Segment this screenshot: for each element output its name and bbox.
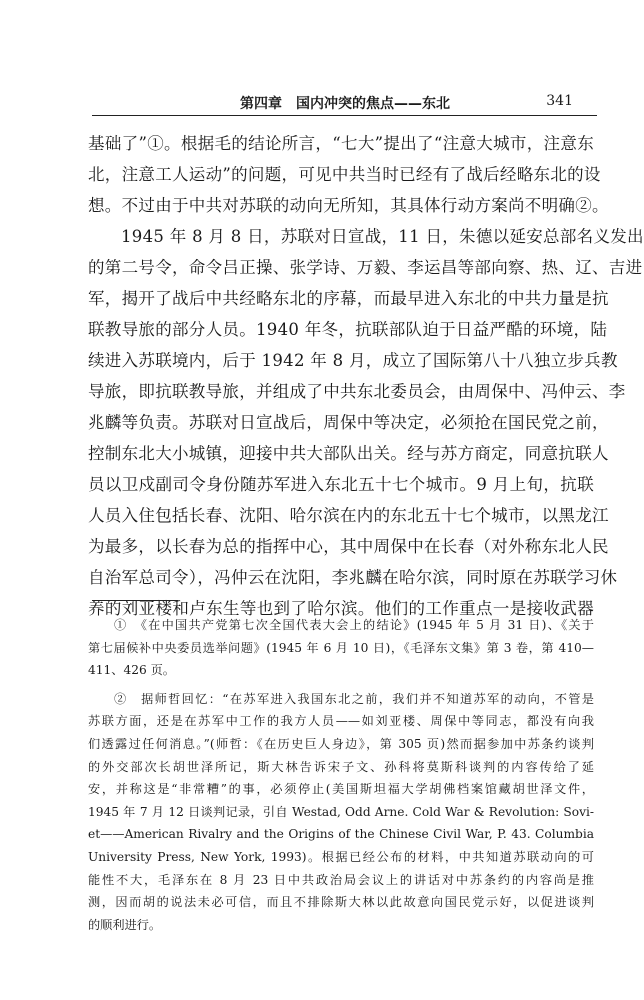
footnote-line: ② 据师哲回忆：“在苏军进入我国东北之前，我们并不知道苏军的动向，不管是 — [114, 691, 594, 706]
footnote-line: ① 《在中国共产党第七次全国代表大会上的结论》(1945 年 5 月 31 日)、《关于 — [114, 618, 594, 632]
footnote-line: 能性不大，毛泽东在 8 月 23 日中共政治局会议上的讲话对中苏条约的内容尚是推 — [88, 872, 594, 887]
footnote-line: 411、426 页。 — [88, 663, 175, 678]
footnote-divider — [92, 600, 178, 601]
footnote-line: 第七届候补中央委员选举问题》(1945 年 6 月 10 日)，《毛泽东文集》第 3 卷，第 410— — [88, 640, 594, 655]
footnote-line: 的顺利进行。 — [88, 917, 162, 932]
chapter-title: 第四章 国内冲突的焦点——东北 — [240, 96, 450, 112]
footnotes — [88, 614, 594, 936]
text-line: 续进入苏联境内，后于 1942 年 8 月，成立了国际第八十八独立步兵教 — [88, 351, 618, 370]
text-line: 人员入住包括长春、沈阳、哈尔滨在内的东北五十七个城市，以黑龙江 — [88, 506, 609, 525]
text-line: 为最多，以长春为总的指挥中心，其中周保中在长春（对外称东北人民 — [88, 537, 609, 556]
footnote-line: 安，并称这是“非常糟”的事，必须停止(美国斯坦福大学胡佛档案馆藏胡世泽文件， — [88, 782, 594, 797]
text-line: 想。不过由于中共对苏联的动向无所知，其具体行动方案尚不明确②。 — [88, 196, 609, 215]
main-text — [88, 128, 644, 624]
running-header — [92, 93, 597, 116]
text-line: 北，注意工人运动”的问题，可见中共当时已经有了战后经略东北的设 — [88, 165, 601, 184]
footnote-line: University Press, New York, 1993)。根据已经公布的材料，中共知道苏联动向的可 — [88, 849, 594, 864]
text-line: 控制东北大小城镇，迎接中共大部队出关。经与苏方商定，同意抗联人 — [88, 444, 609, 463]
footnote-2 — [88, 688, 594, 937]
text-line: 员以卫戍副司令身份随苏军进入东北五十七个城市。9 月上旬，抗联 — [88, 475, 594, 494]
text-line: 养的刘亚楼和卢东生等也到了哈尔滨。他们的工作重点一是接收武器 — [88, 599, 594, 618]
footnote-line: et——American Rivalry and the Origins of the Chinese Civil War, P. 43. Columbia — [88, 827, 594, 842]
text-line: 导旅，即抗联教导旅，并组成了中共东北委员会，由周保中、冯仲云、李 — [88, 382, 626, 401]
page-number: 341 — [546, 93, 573, 109]
text-line: 联教导旅的部分人员。1940 年冬，抗联部队迫于日益严酷的环境，陆 — [88, 320, 608, 339]
text-line: 1945 年 8 月 8 日，苏联对日宣战，11 日，朱德以延安总部名义发出 — [121, 227, 644, 246]
text-line: 自治军总司令），冯仲云在沈阳，李兆麟在哈尔滨，同时原在苏联学习休 — [88, 568, 618, 587]
footnote-line: 1945 年 7 月 12 日谈判记录，引自 Westad, Odd Arne. Cold War & Revolution: Sovi- — [88, 804, 594, 819]
text-line: 基础了”①。根据毛的结论所言，“七大”提出了“注意大城市，注意东 — [88, 134, 594, 153]
text-line: 兆麟等负责。苏联对日宣战后，周保中等决定，必须抢在国民党之前， — [88, 413, 609, 432]
footnote-line: 的外交部次长胡世泽所记，斯大林告诉宋子文、孙科将莫斯科谈判的内容传给了延 — [88, 759, 594, 774]
footnote-1 — [88, 614, 594, 682]
footnote-line: 们透露过任何消息。”(师哲：《在历史巨人身边》，第 305 页)然而据参加中苏条约谈判 — [88, 736, 594, 751]
footnote-line: 苏联方面，还是在苏军中工作的我方人员——如刘亚楼、周保中等同志，都没有向我 — [88, 714, 594, 729]
text-line: 军，揭开了战后中共经略东北的序幕，而最早进入东北的中共力量是抗 — [88, 289, 609, 308]
footnote-line: 测，因而胡的说法未必可信，而且不排除斯大林以此故意向国民党示好，以促进谈判 — [88, 895, 594, 910]
text-line: 的第二号令，命令吕正操、张学诗、万毅、李运昌等部向察、热、辽、吉进 — [88, 258, 643, 277]
